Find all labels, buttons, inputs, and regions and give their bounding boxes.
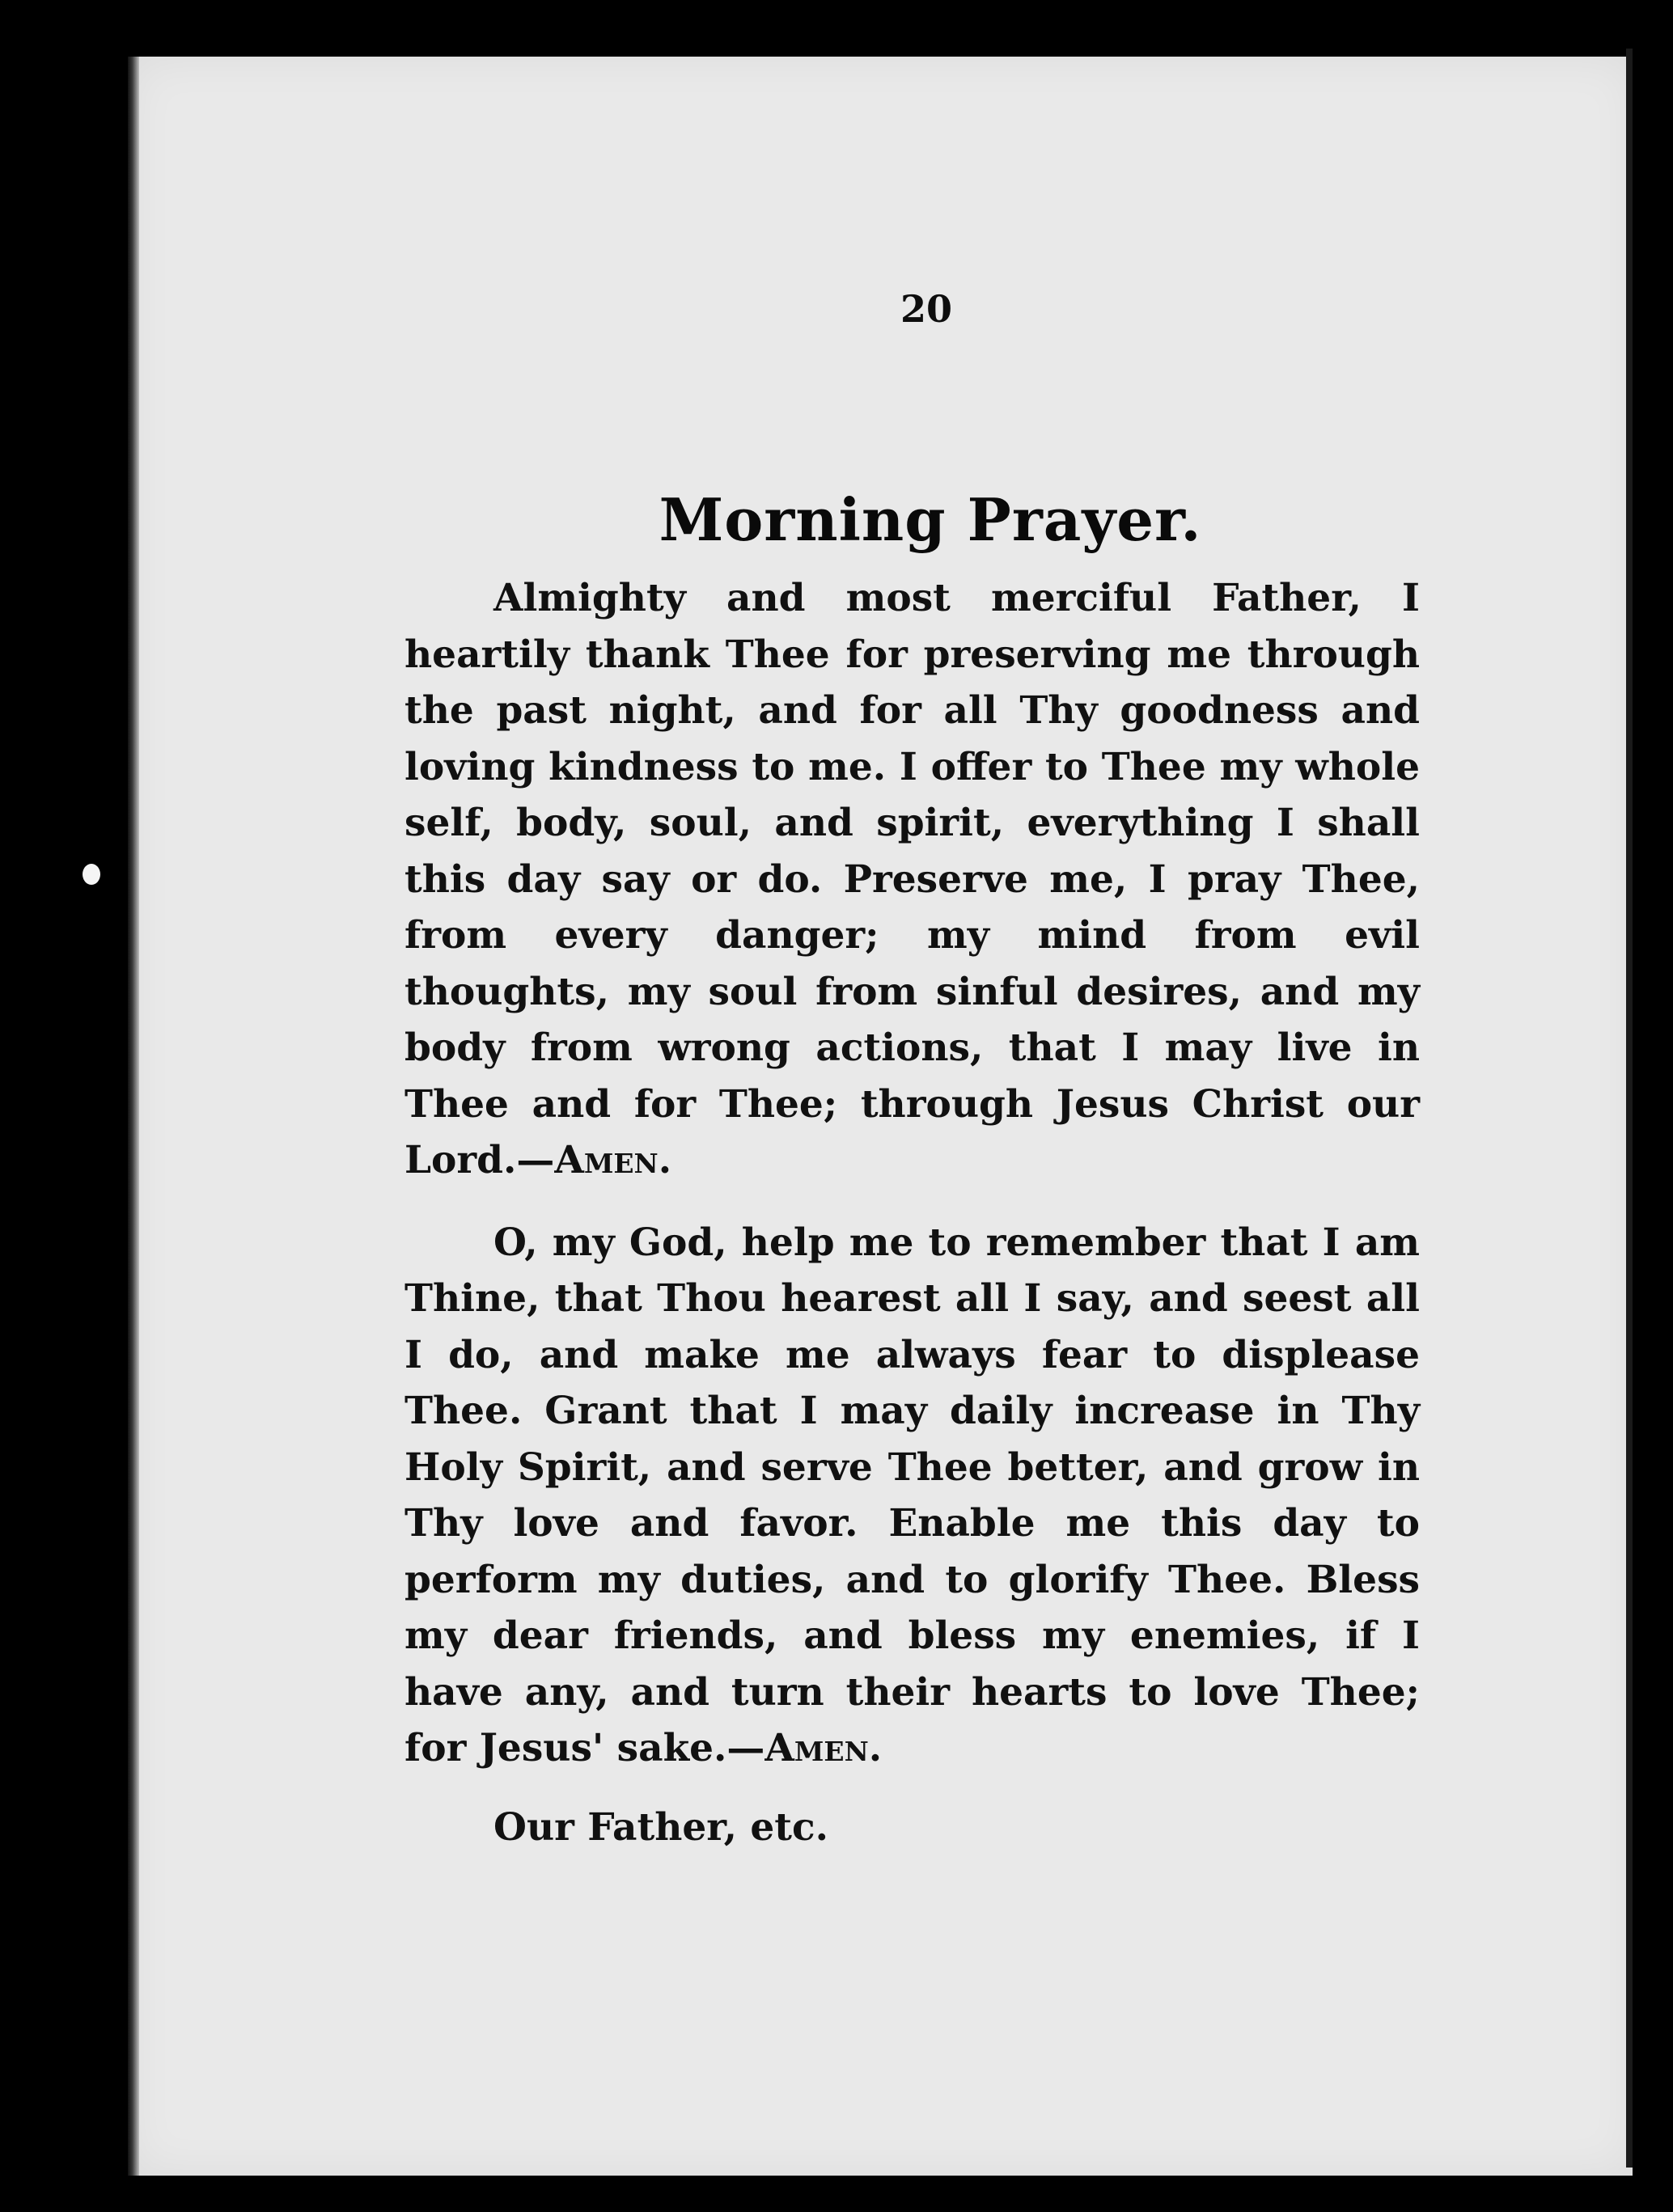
scan-speck [83, 864, 100, 885]
page-right-edge [1626, 49, 1633, 2168]
scan-border-bottom [129, 2176, 1634, 2212]
page-title: Morning Prayer. [659, 485, 1202, 554]
page-left-edge [128, 57, 139, 2176]
prayer-paragraph-1-text: Almighty and most merciful Father, I heartily thank Thee for preserving me through the past night, and for all Thy goodness and loving kindness to me. I offer to Thee my whole self, body, soul, and spirit, everything I shall this day say or do. Preserve me, I pray Thee, from every danger; my mind from evil thoughts, my soul from sinful desires, and my body from wrong actions, that I may live in Thee and for Thee; through Jesus Christ our Lord.— [404, 576, 1420, 1182]
prayer-paragraph-2 [404, 1215, 1420, 1777]
prayer-paragraph-2-text: O, my God, help me to remember that I am Thine, that Thou hearest all I say, and seest all I do, and make me always fear to displease Thee. Grant that I may daily increase in Thy Holy Spirit, and serve Thee better, and grow in Thy love and favor. Enable me this day to perform my duties, and to glorify Thee. Bless my dear friends, and bless my enemies, if I have any, and turn their hearts to love Thee; for Jesus' sake.— [404, 1220, 1420, 1770]
page-number: 20 [900, 287, 952, 331]
closing-line: Our Father, etc. [493, 1804, 828, 1850]
prayer-paragraph-1 [404, 570, 1420, 1189]
amen-label: Amen. [554, 1138, 672, 1182]
amen-label: Amen. [764, 1726, 883, 1770]
prayer-text [404, 570, 1420, 1855]
scan-border-right [1633, 49, 1673, 2212]
